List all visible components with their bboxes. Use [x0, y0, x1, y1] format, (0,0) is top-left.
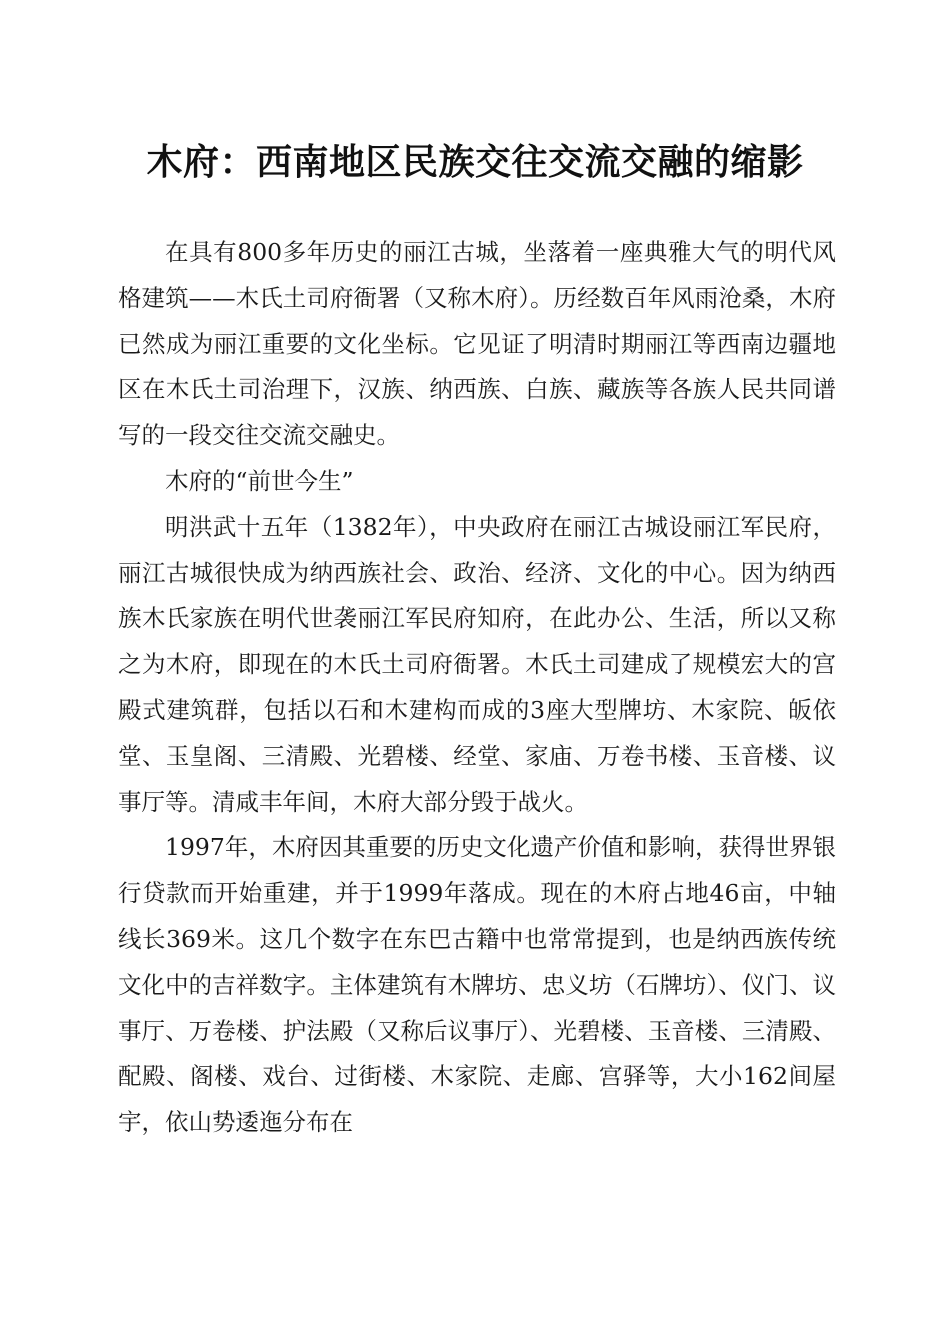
paragraph-intro: 在具有800多年历史的丽江古城，坐落着一座典雅大气的明代风格建筑——木氏土司府衙署（又称木府）。历经数百年风雨沧桑，木府已然成为丽江重要的文化坐标。它见证了明清时期丽江等西南边疆地区在木氏土司治理下，汉族、纳西族、白族、藏族等各族人民共同谱写的一段交往交流交融史。 — [118, 238, 836, 450]
section-heading: 木府的“前世今生” — [165, 466, 354, 495]
paragraph-history: 明洪武十五年（1382年），中央政府在丽江古城设丽江军民府，丽江古城很快成为纳西族社会、政治、经济、文化的中心。因为纳西族木氏家族在明代世袭丽江军民府知府，在此办公、生活，所以又称之为木府，即现在的木氏土司府衙署。木氏土司建成了规模宏大的宫殿式建筑群，包括以石和木建构而成的3座大型牌坊、木家院、皈依堂、玉皇阁、三清殿、光碧楼、经堂、家庙、万卷书楼、玉音楼、议事厅等。清咸丰年间，木府大部分毁于战火。 — [118, 512, 836, 816]
document-body — [118, 230, 836, 1146]
paragraph-rebuild: 1997年，木府因其重要的历史文化遗产价值和影响，获得世界银行贷款而开始重建，并于1999年落成。现在的木府占地46亩，中轴线长369米。这几个数字在东巴古籍中也常常提到，也是纳西族传统文化中的吉祥数字。主体建筑有木牌坊、忠义坊（石牌坊）、仪门、议事厅、万卷楼、护法殿（又称后议事厅）、光碧楼、玉音楼、三清殿、配殿、阁楼、戏台、过街楼、木家院、走廊、宫驿等，大小162间屋宇，依山势逶迤分布在 — [118, 833, 836, 1137]
document-title: 木府：西南地区民族交往交流交融的缩影 — [146, 141, 804, 183]
